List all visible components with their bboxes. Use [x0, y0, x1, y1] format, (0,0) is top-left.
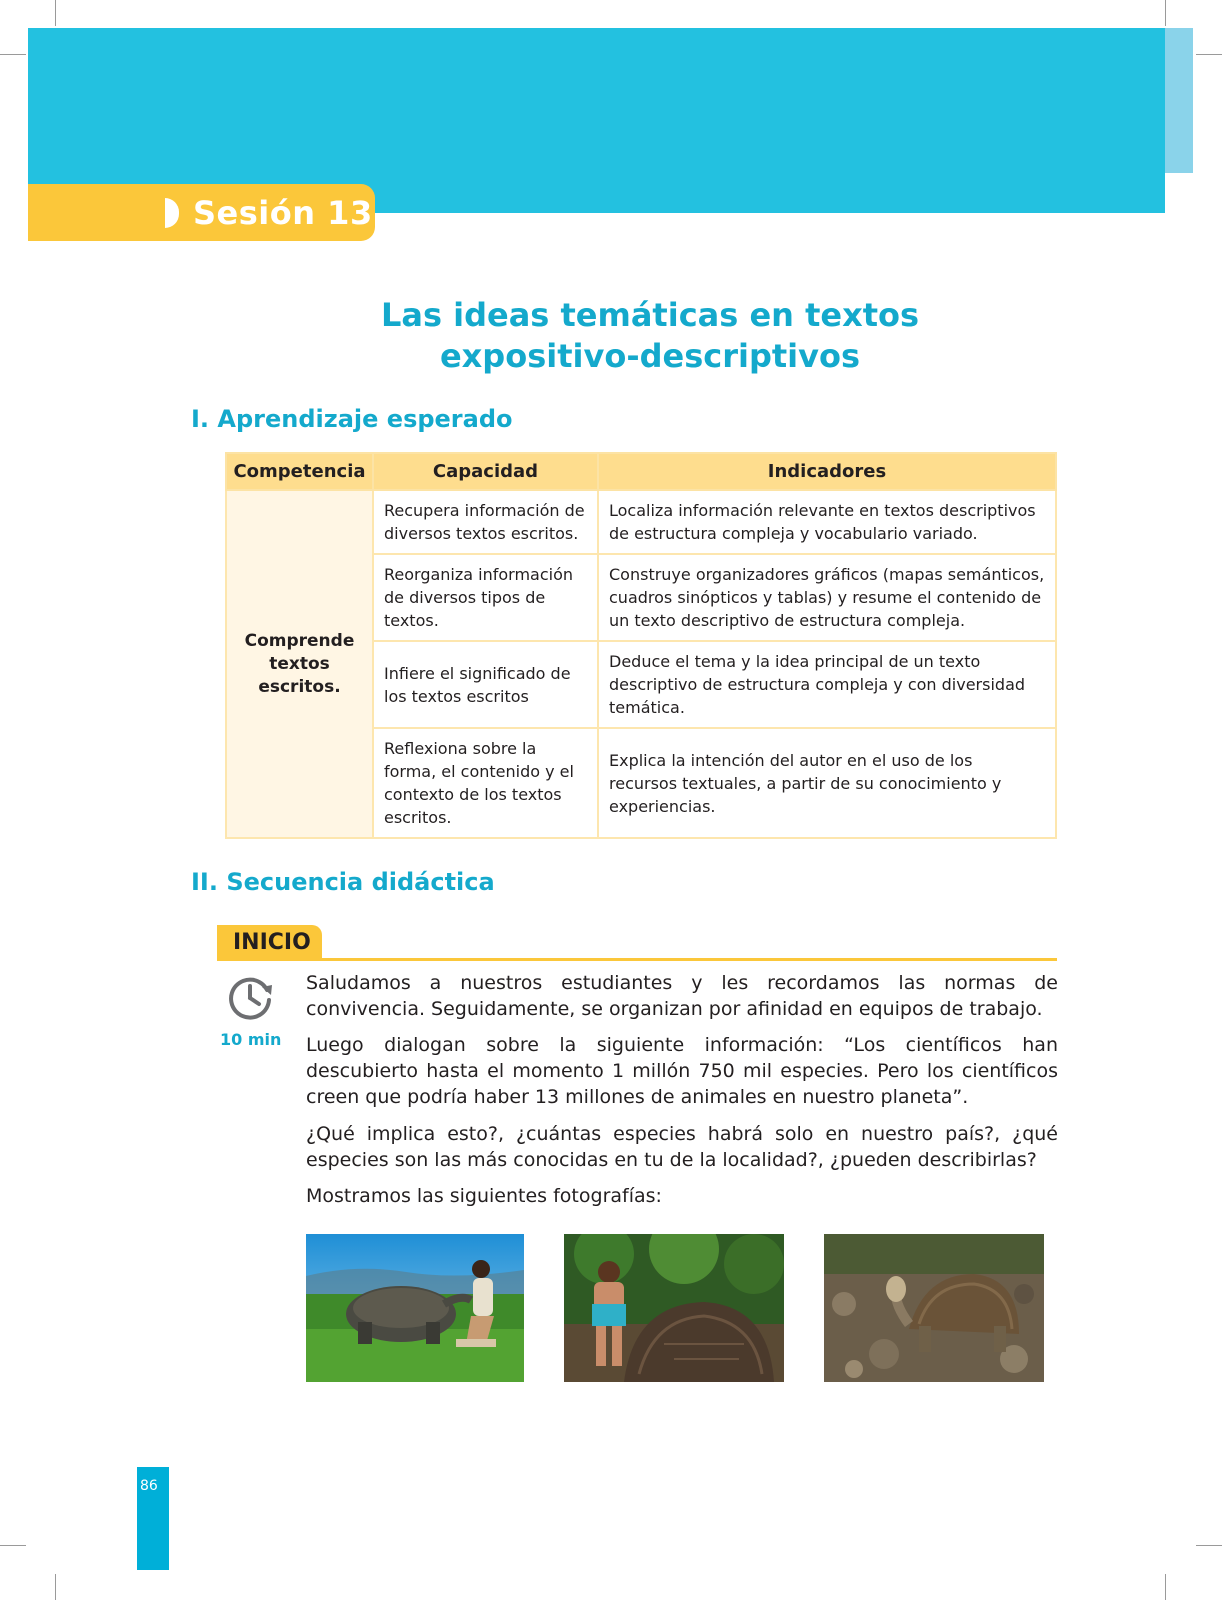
- header-indicadores: Indicadores: [598, 453, 1056, 490]
- crop-mark: [1165, 1574, 1166, 1600]
- table-header-row: [226, 453, 1056, 490]
- page-number: 86: [140, 1478, 158, 1494]
- duration-label: 10 min: [220, 1030, 282, 1049]
- inicio-paragraph: Mostramos las siguientes fotografías:: [306, 1185, 662, 1207]
- header-capacidad: Capacidad: [373, 453, 598, 490]
- inicio-paragraph: Luego dialogan sobre la siguiente información: “Los científicos han descubierto hasta el momento 1 millón 750 mil especies. Pero los científicos creen que podría haber 13 millones de animales en nuestro planeta”.: [306, 1034, 1058, 1108]
- photo-tortoise-woman-grass: [306, 1234, 524, 1382]
- crop-mark: [55, 0, 56, 26]
- crop-mark: [0, 54, 26, 55]
- competencia-cell: Comprende textos escritos.: [226, 490, 373, 838]
- capacidad-cell: Reflexiona sobre la forma, el contenido y el contexto de los textos escritos.: [373, 728, 598, 838]
- capacidad-cell: Reorganiza información de diversos tipos de textos.: [373, 554, 598, 641]
- crop-mark: [55, 1574, 56, 1600]
- inicio-paragraph: Saludamos a nuestros estudiantes y les recordamos las normas de convivencia. Seguidamente, se organizan por afinidad en equipos de trabajo.: [306, 972, 1058, 1020]
- crop-mark: [1196, 54, 1222, 55]
- section-heading-aprendizaje: I. Aprendizaje esperado: [191, 405, 513, 433]
- crop-mark: [1165, 0, 1166, 26]
- photo-tortoise-rocks: [824, 1234, 1044, 1382]
- indicador-cell: Deduce el tema y la idea principal de un texto descriptivo de estructura compleja y con diversidad temática.: [598, 641, 1056, 728]
- inicio-divider: [217, 958, 1057, 961]
- crop-mark: [1196, 1545, 1222, 1546]
- clock-icon: [225, 973, 275, 1023]
- indicador-cell: Localiza información relevante en textos descriptivos de estructura compleja y vocabulario variado.: [598, 490, 1056, 554]
- table-row: [226, 490, 1056, 554]
- photo-tortoise-girl-vegetation: [564, 1234, 784, 1382]
- inicio-tab: INICIO: [217, 925, 322, 960]
- crop-mark: [0, 1545, 26, 1546]
- indicador-cell: Construye organizadores gráficos (mapas semánticos, cuadros sinópticos y tablas) y resume el contenido de un texto descriptivo de estructura compleja.: [598, 554, 1056, 641]
- inicio-paragraph: ¿Qué implica esto?, ¿cuántas especies habrá solo en nuestro país?, ¿qué especies son las más conocidas en tu de la localidad?, ¿pueden describirlas?: [306, 1123, 1058, 1171]
- indicador-cell: Explica la intención del autor en el uso de los recursos textuales, a partir de su conocimiento y experiencias.: [598, 728, 1056, 838]
- section-heading-secuencia: II. Secuencia didáctica: [191, 868, 495, 896]
- capacidad-cell: Infiere el significado de los textos escritos: [373, 641, 598, 728]
- header-banner-side: [1165, 28, 1193, 173]
- page-title-line2: expositivo-descriptivos: [439, 337, 861, 375]
- learning-table: [225, 452, 1057, 839]
- page-title-line1: Las ideas temáticas en textos: [380, 296, 920, 334]
- session-tab: [28, 184, 375, 241]
- session-label: Sesión 13: [193, 193, 373, 232]
- session-marker-icon: [165, 198, 179, 228]
- page-title: [350, 295, 950, 377]
- capacidad-cell: Recupera información de diversos textos escritos.: [373, 490, 598, 554]
- header-competencia: Competencia: [226, 453, 373, 490]
